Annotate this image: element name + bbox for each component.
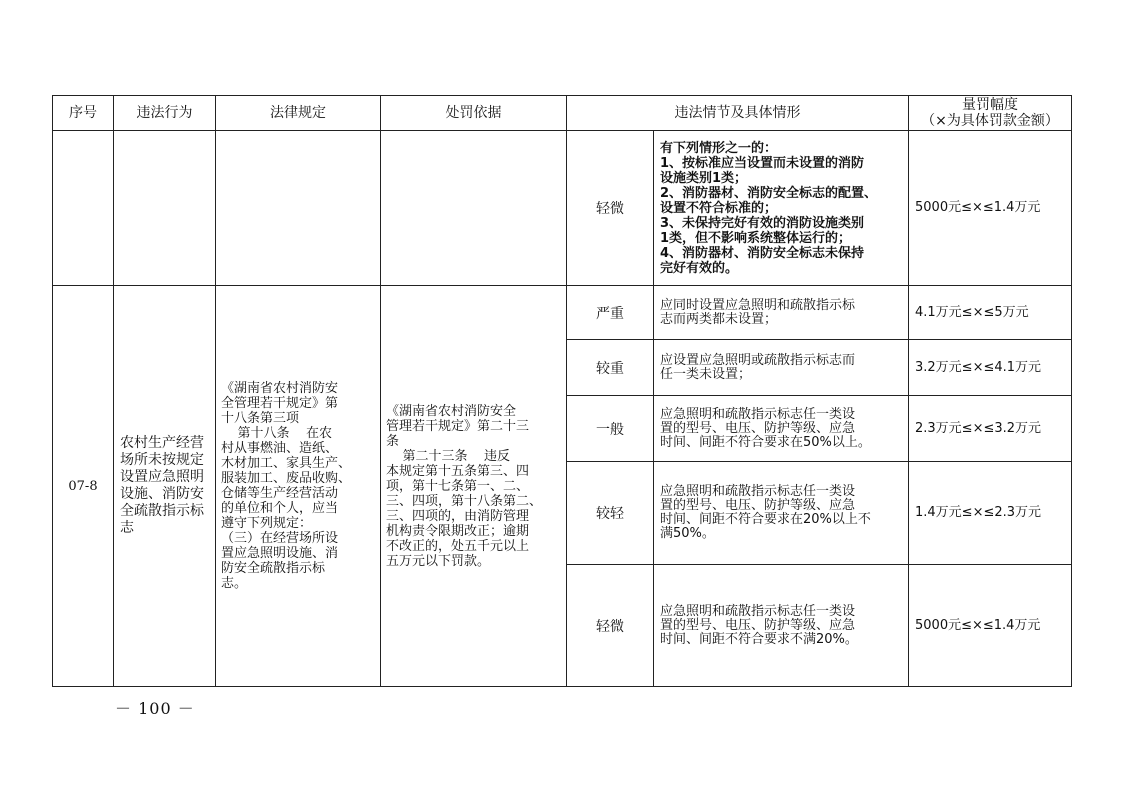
basis-line: 三、四项，第十八条第二、 bbox=[386, 493, 543, 509]
cont-detail-line: 设施类别1类； bbox=[660, 170, 748, 186]
header-row bbox=[53, 96, 1072, 131]
cont-detail-line: 2、消防器材、消防安全标志的配置、 bbox=[660, 185, 878, 201]
detail-line: 置的型号、电压、防护等级、应急 bbox=[660, 617, 856, 633]
penalty-table bbox=[52, 95, 1072, 687]
law-line: 木材加工、家具生产、 bbox=[221, 456, 352, 471]
cont-range: 5000元≤×≤1.4万元 bbox=[909, 131, 1072, 286]
law-line: 置应急照明设施、消 bbox=[221, 546, 339, 561]
level-serious: 严重 bbox=[567, 286, 654, 340]
cont-detail-line: 设置不符合标准的； bbox=[660, 200, 778, 216]
header-range-line1: 量罚幅度 bbox=[962, 97, 1018, 113]
level-minor: 较轻 bbox=[567, 462, 654, 565]
detail-minor bbox=[654, 462, 909, 565]
law-line: 村从事燃油、造纸、 bbox=[221, 441, 339, 456]
continued-row bbox=[53, 131, 1072, 286]
detail-line: 志而两类都未设置； bbox=[660, 311, 778, 327]
group-basis bbox=[381, 286, 567, 687]
group-seq: 07-8 bbox=[53, 286, 114, 687]
detail-line: 应急照明和疏散指示标志任一类设 bbox=[660, 484, 856, 499]
range-minor: 1.4万元≤×≤2.3万元 bbox=[909, 462, 1072, 565]
law-line: 《湖南省农村消防安 bbox=[221, 381, 339, 396]
group-row-1 bbox=[53, 286, 1072, 340]
cont-behavior-cell bbox=[114, 131, 216, 286]
law-line: 仓储等生产经营活动 bbox=[221, 486, 339, 501]
range-fairly-serious: 3.2万元≤×≤4.1万元 bbox=[909, 340, 1072, 396]
cont-law-cell bbox=[216, 131, 381, 286]
detail-line: 应急照明和疏散指示标志任一类设 bbox=[660, 406, 856, 422]
group-law bbox=[216, 286, 381, 687]
basis-line: 机构责令限期改正；逾期 bbox=[386, 523, 530, 539]
law-line: 遵守下列规定： bbox=[221, 516, 313, 531]
basis-line: 第二十三条 违反 bbox=[386, 448, 511, 464]
range-general: 2.3万元≤×≤3.2万元 bbox=[909, 396, 1072, 462]
level-slight: 轻微 bbox=[567, 565, 654, 687]
basis-line: 项，第十七条第一、二、 bbox=[386, 478, 530, 494]
detail-line: 时间、间距不符合要求在20%以上不 bbox=[660, 512, 871, 527]
header-seq: 序号 bbox=[53, 96, 114, 131]
header-law: 法律规定 bbox=[216, 96, 381, 131]
basis-line: 管理若干规定》第二十三 bbox=[386, 418, 530, 434]
detail-general bbox=[654, 396, 909, 462]
basis-line: 本规定第十五条第三、四 bbox=[386, 463, 530, 479]
cont-detail-line: 4、消防器材、消防安全标志未保持 bbox=[660, 245, 865, 261]
law-line: 的单位和个人，应当 bbox=[221, 501, 339, 516]
law-line: 全管理若干规定》第 bbox=[221, 396, 339, 411]
cont-detail-line: 1、按标准应当设置而未设置的消防 bbox=[660, 155, 865, 171]
detail-slight bbox=[654, 565, 909, 687]
cont-basis-cell bbox=[381, 131, 567, 286]
header-behavior: 违法行为 bbox=[114, 96, 216, 131]
header-basis: 处罚依据 bbox=[381, 96, 567, 131]
basis-line: 三、四项的，由消防管理 bbox=[386, 508, 530, 524]
detail-fairly-serious bbox=[654, 340, 909, 396]
cont-level: 轻微 bbox=[567, 131, 654, 286]
cont-detail bbox=[654, 131, 909, 286]
cont-detail-line: 完好有效的。 bbox=[660, 260, 739, 276]
header-range-line2: （×为具体罚款金额） bbox=[921, 113, 1059, 129]
cont-detail-line: 1类，但不影响系统整体运行的； bbox=[660, 230, 852, 246]
detail-line: 满50%。 bbox=[660, 526, 715, 541]
law-line: 十八条第三项 bbox=[221, 411, 300, 426]
level-general: 一般 bbox=[567, 396, 654, 462]
cont-seq-cell bbox=[53, 131, 114, 286]
range-serious: 4.1万元≤×≤5万元 bbox=[909, 286, 1072, 340]
basis-line: 条 bbox=[386, 433, 400, 449]
header-circumstance: 违法情节及具体情形 bbox=[567, 96, 909, 131]
group-behavior: 农村生产经营场所未按规定设置应急照明设施、消防安全疏散指示标志 bbox=[114, 286, 216, 687]
law-line: 防安全疏散指示标 bbox=[221, 561, 326, 576]
detail-line: 置的型号、电压、防护等级、应急 bbox=[660, 420, 856, 436]
basis-line: 《湖南省农村消防安全 bbox=[386, 403, 517, 419]
level-fairly-serious: 较重 bbox=[567, 340, 654, 396]
basis-line: 五万元以下罚款。 bbox=[386, 553, 491, 569]
law-line: 第十八条 在农 bbox=[221, 426, 333, 441]
detail-line: 应同时设置应急照明和疏散指示标 bbox=[660, 297, 856, 313]
detail-serious bbox=[654, 286, 909, 340]
detail-line: 应设置应急照明或疏散指示标志而 bbox=[660, 352, 856, 368]
range-slight: 5000元≤×≤1.4万元 bbox=[909, 565, 1072, 687]
detail-line: 置的型号、电压、防护等级、应急 bbox=[660, 498, 856, 513]
page-number: － 100 － bbox=[115, 699, 195, 718]
law-line: 志。 bbox=[221, 576, 248, 591]
detail-line: 应急照明和疏散指示标志任一类设 bbox=[660, 603, 856, 619]
law-line: （三）在经营场所设 bbox=[221, 531, 339, 546]
detail-line: 时间、间距不符合要求不满20%。 bbox=[660, 631, 858, 647]
detail-line: 时间、间距不符合要求在50%以上。 bbox=[660, 434, 871, 450]
cont-detail-line: 3、未保持完好有效的消防设施类别 bbox=[660, 215, 865, 231]
header-range bbox=[909, 96, 1072, 131]
detail-line: 任一类未设置； bbox=[660, 366, 752, 382]
cont-detail-line: 有下列情形之一的： bbox=[660, 140, 778, 156]
law-line: 服装加工、废品收购、 bbox=[221, 471, 352, 486]
basis-line: 不改正的，处五千元以上 bbox=[386, 538, 530, 554]
